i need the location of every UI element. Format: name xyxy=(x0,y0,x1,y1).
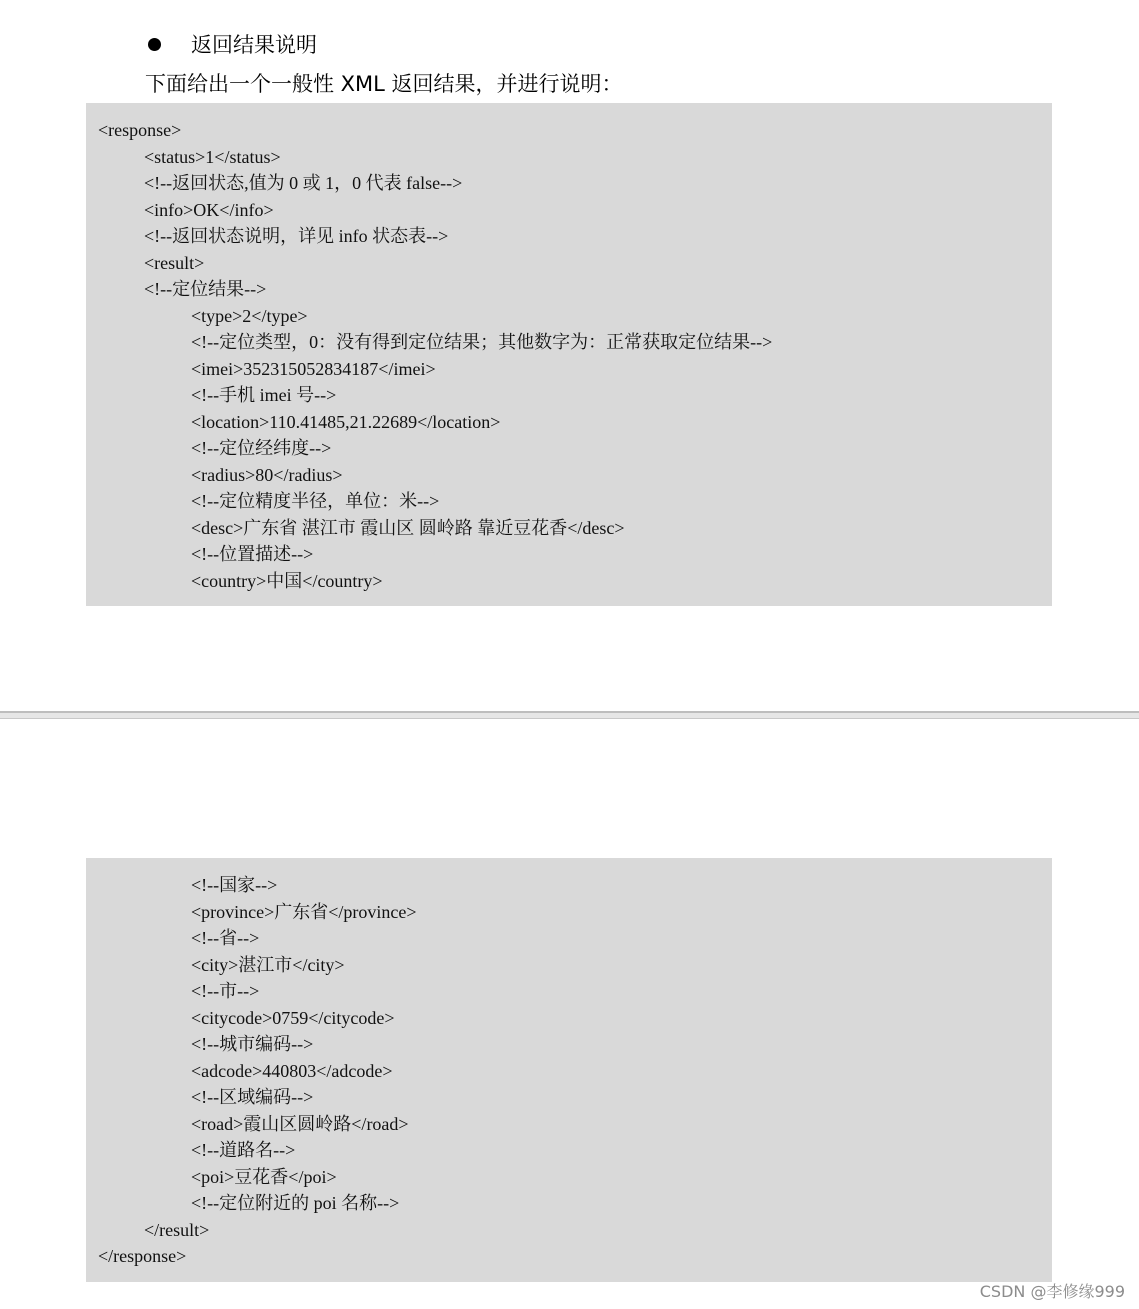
code-line: <response> xyxy=(98,120,182,140)
intro-paragraph: 下面给出一个一般性 XML 返回结果，并进行说明： xyxy=(145,72,623,96)
code-line: <road>霞山区圆岭路</road> xyxy=(191,1113,409,1134)
code-line: <country>中国</country> xyxy=(191,570,383,591)
bullet-dot-icon xyxy=(148,38,161,51)
code-line: <!--手机 imei 号--> xyxy=(191,385,337,405)
code-line: <!--返回状态,值为 0 或 1，0 代表 false--> xyxy=(144,173,463,193)
code-line: <imei>352315052834187</imei> xyxy=(191,358,436,379)
code-block-bottom xyxy=(86,858,1052,1282)
code-line: <!--位置描述--> xyxy=(191,544,314,564)
code-line: <poi>豆花香</poi> xyxy=(191,1166,337,1187)
code-line: <type>2</type> xyxy=(191,305,308,326)
code-line: <!--市--> xyxy=(191,981,260,1001)
code-line: <province>广东省</province> xyxy=(191,901,417,922)
code-line: <!--定位经纬度--> xyxy=(191,438,332,458)
code-line: <result> xyxy=(144,252,205,273)
code-block-top xyxy=(86,103,1052,606)
code-line: <desc>广东省 湛江市 霞山区 圆岭路 靠近豆花香</desc> xyxy=(191,517,625,538)
code-line: <info>OK</info> xyxy=(144,199,274,220)
code-line: <!--定位附近的 poi 名称--> xyxy=(191,1193,400,1213)
code-line: <!--道路名--> xyxy=(191,1140,296,1160)
code-line: <radius>80</radius> xyxy=(191,464,343,485)
code-line: <!--国家--> xyxy=(191,875,278,895)
code-line: <status>1</status> xyxy=(144,146,281,167)
code-line: <!--定位结果--> xyxy=(144,279,267,299)
code-line: <!--省--> xyxy=(191,928,260,948)
code-line: <location>110.41485,21.22689</location> xyxy=(191,411,501,432)
section-title: 返回结果说明 xyxy=(191,33,317,57)
watermark: CSDN @李修缘999 xyxy=(979,1282,1125,1301)
section-heading xyxy=(146,28,317,60)
code-line: </response> xyxy=(98,1246,187,1266)
code-line: <!--区域编码--> xyxy=(191,1087,314,1107)
code-line: <citycode>0759</citycode> xyxy=(191,1007,395,1028)
code-line: <adcode>440803</adcode> xyxy=(191,1060,393,1081)
code-line: <!--返回状态说明，详见 info 状态表--> xyxy=(144,226,449,246)
page-break-divider xyxy=(0,711,1139,719)
code-line: <!--定位精度半径，单位：米--> xyxy=(191,491,440,511)
code-line: <!--定位类型，0：没有得到定位结果；其他数字为：正常获取定位结果--> xyxy=(191,332,773,352)
code-line: <!--城市编码--> xyxy=(191,1034,314,1054)
code-line: <city>湛江市</city> xyxy=(191,954,345,975)
code-line: </result> xyxy=(144,1219,210,1240)
